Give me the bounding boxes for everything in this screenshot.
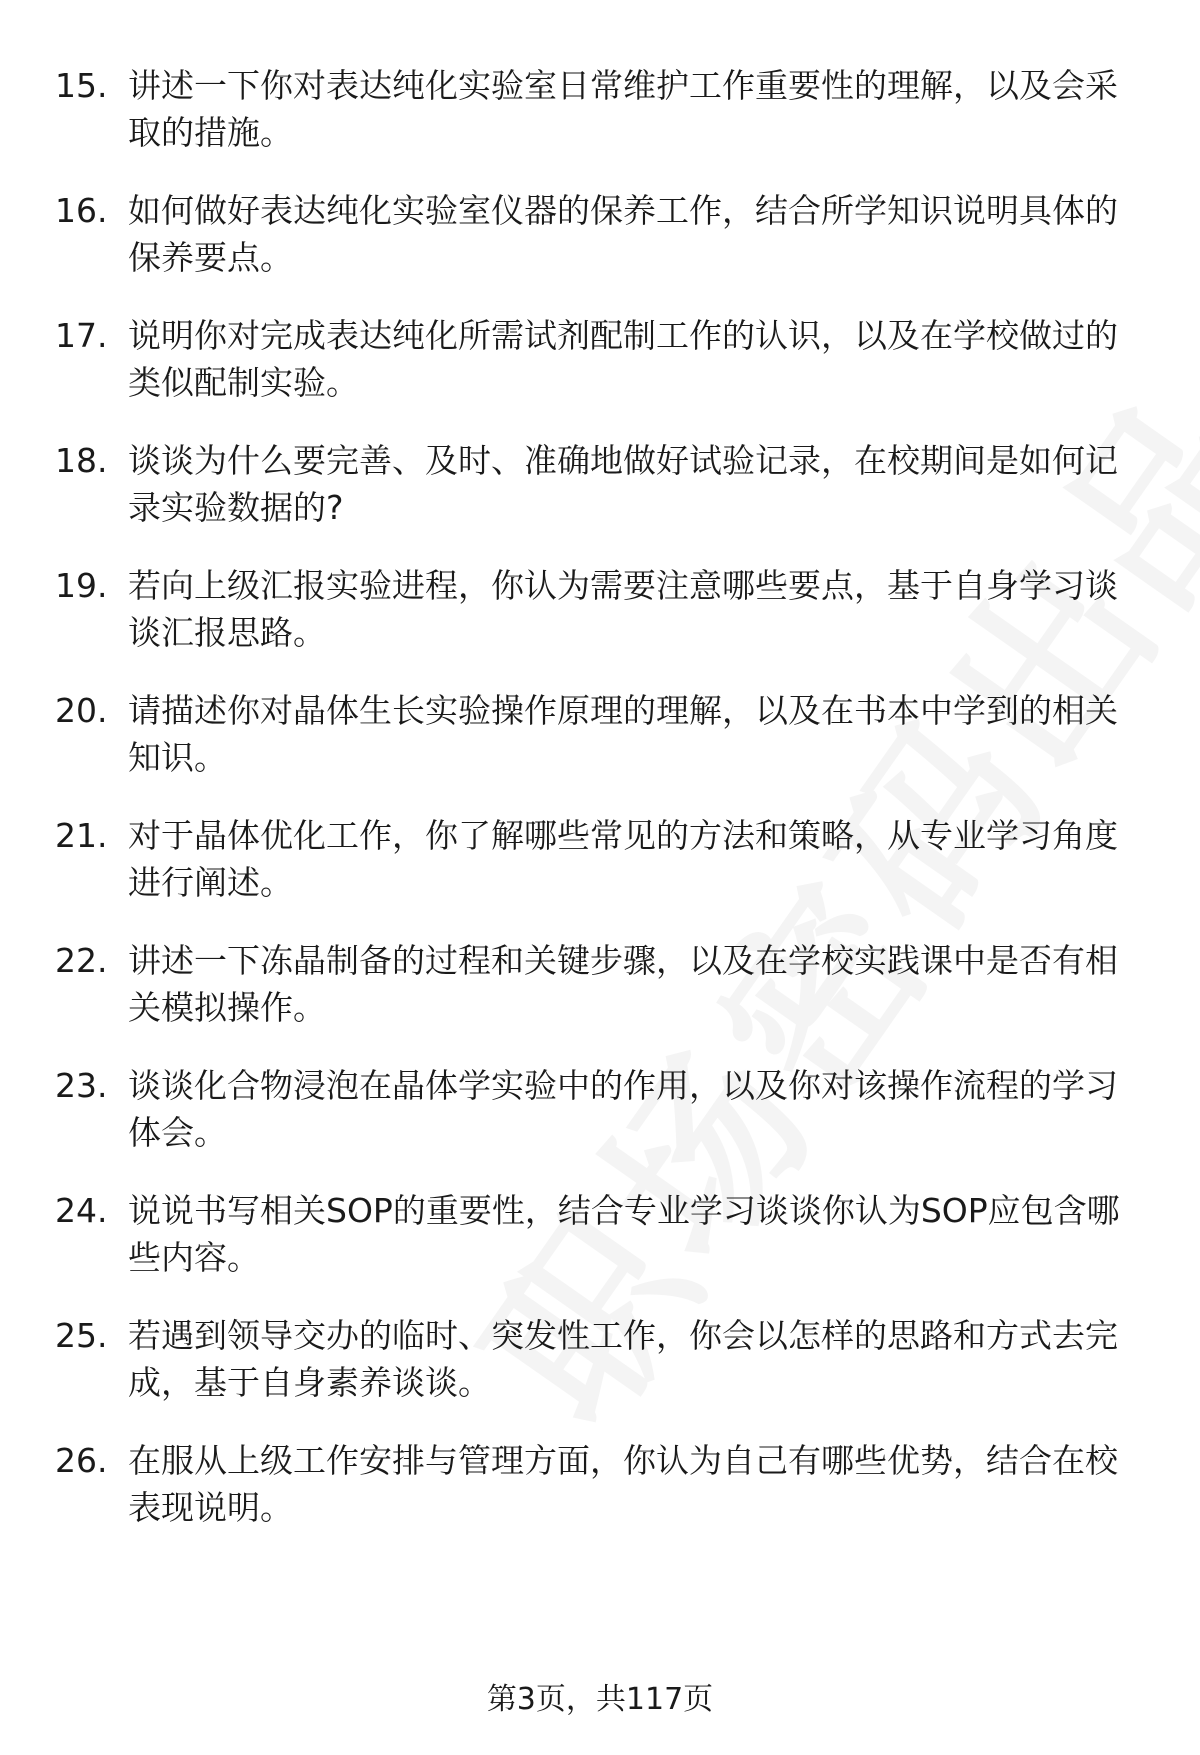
question-text: 对于晶体优化工作，你了解哪些常见的方法和策略，从专业学习角度进行阐述。 xyxy=(128,816,1118,902)
question-text: 请描述你对晶体生长实验操作原理的理解，以及在书本中学到的相关知识。 xyxy=(128,691,1118,777)
page-footer: 第3页，共117页 xyxy=(486,1682,714,1717)
question-text: 在服从上级工作安排与管理方面，你认为自己有哪些优势，结合在校表现说明。 xyxy=(128,1441,1118,1527)
question-item xyxy=(55,687,1145,781)
question-number: 21. xyxy=(55,816,108,855)
question-item xyxy=(55,312,1145,406)
question-number: 20. xyxy=(55,691,108,730)
question-text: 如何做好表达纯化实验室仪器的保养工作，结合所学知识说明具体的保养要点。 xyxy=(128,191,1118,277)
question-item xyxy=(55,1187,1145,1281)
question-number: 22. xyxy=(55,941,108,980)
question-item xyxy=(55,812,1145,906)
question-number: 17. xyxy=(55,316,108,355)
question-number: 15. xyxy=(55,66,108,105)
question-text: 讲述一下你对表达纯化实验室日常维护工作重要性的理解，以及会采取的措施。 xyxy=(128,66,1118,152)
question-number: 24. xyxy=(55,1191,108,1230)
question-item xyxy=(55,1062,1145,1156)
question-text: 说明你对完成表达纯化所需试剂配制工作的认识，以及在学校做过的类似配制实验。 xyxy=(128,316,1118,402)
question-text: 谈谈化合物浸泡在晶体学实验中的作用，以及你对该操作流程的学习体会。 xyxy=(128,1066,1118,1152)
question-item xyxy=(55,437,1145,531)
question-text: 说说书写相关SOP的重要性，结合专业学习谈谈你认为SOP应包含哪些内容。 xyxy=(128,1191,1120,1277)
question-number: 19. xyxy=(55,566,108,605)
question-number: 23. xyxy=(55,1066,108,1105)
question-item xyxy=(55,62,1145,156)
question-number: 26. xyxy=(55,1441,108,1480)
question-text: 若遇到领导交办的临时、突发性工作，你会以怎样的思路和方式去完成，基于自身素养谈谈。 xyxy=(128,1316,1118,1402)
question-text: 讲述一下冻晶制备的过程和关键步骤，以及在学校实践课中是否有相关模拟操作。 xyxy=(128,941,1118,1027)
question-item xyxy=(55,562,1145,656)
question-number: 25. xyxy=(55,1316,108,1355)
question-number: 18. xyxy=(55,441,108,480)
question-number: 16. xyxy=(55,191,108,230)
question-item xyxy=(55,1437,1145,1531)
question-text: 若向上级汇报实验进程，你认为需要注意哪些要点，基于自身学习谈谈汇报思路。 xyxy=(128,566,1118,652)
question-list xyxy=(55,62,1145,1562)
question-item xyxy=(55,187,1145,281)
question-text: 谈谈为什么要完善、及时、准确地做好试验记录，在校期间是如何记录实验数据的? xyxy=(128,441,1118,527)
question-item xyxy=(55,1312,1145,1406)
question-item xyxy=(55,937,1145,1031)
